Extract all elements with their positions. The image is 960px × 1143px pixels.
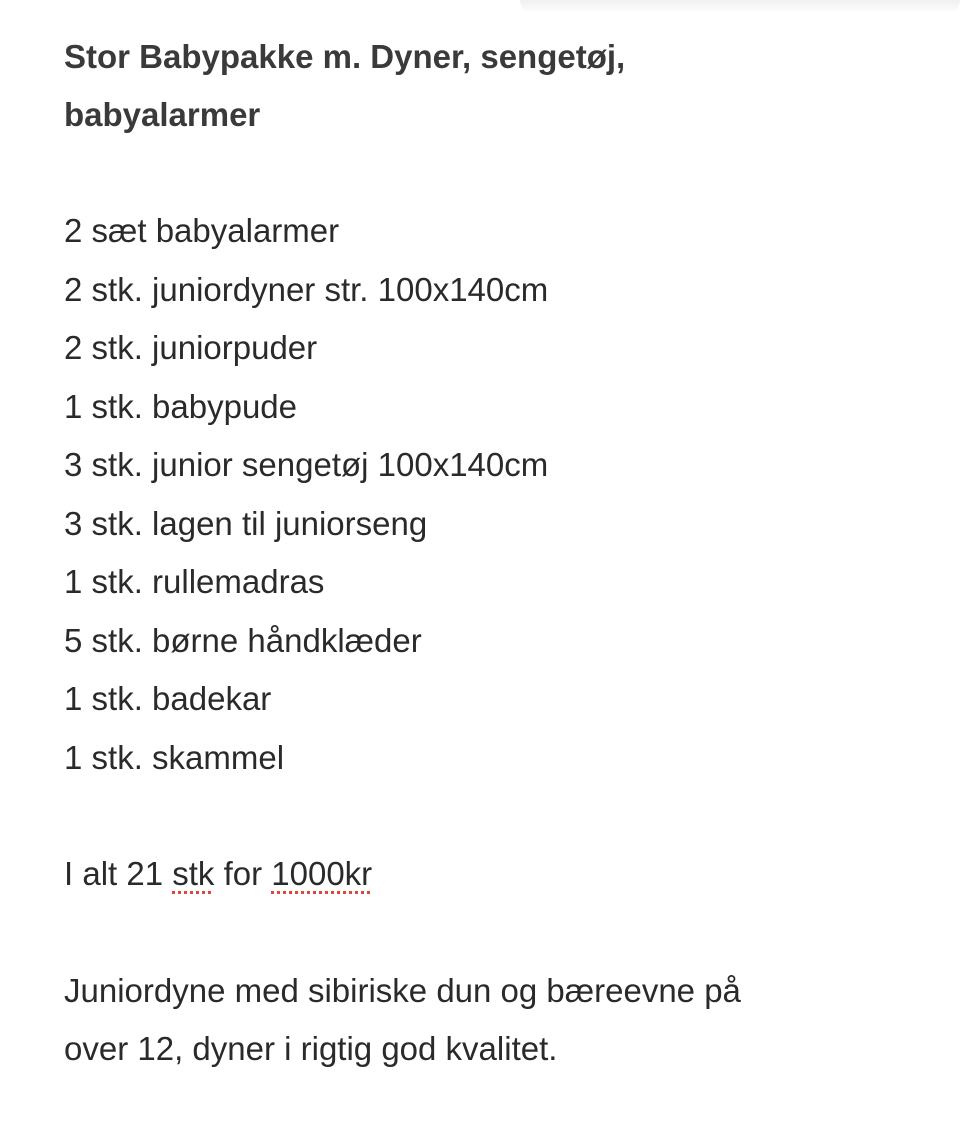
total-line xyxy=(64,845,924,904)
misspelled-word-price[interactable]: 1000kr xyxy=(271,855,373,892)
blank-line xyxy=(64,144,924,202)
note-title-line-2: babyalarmer xyxy=(64,96,261,133)
misspelled-word-stk[interactable]: stk xyxy=(172,855,215,892)
list-item: 1 stk. babypude xyxy=(64,387,297,425)
item-list xyxy=(64,202,924,787)
list-item: 2 sæt babyalarmer xyxy=(64,212,340,249)
note-title-line-1: Stor Babypakke m. Dyner, sengetøj, xyxy=(64,38,626,75)
list-item: 1 stk. rullemadras xyxy=(64,563,325,600)
list-item: 1 stk. badekar xyxy=(64,680,272,717)
blank-line xyxy=(64,787,924,845)
total-prefix: I alt 21 xyxy=(64,855,173,892)
top-edge-shadow xyxy=(520,0,960,14)
note-text-editor[interactable] xyxy=(64,28,924,1079)
blank-line xyxy=(64,904,924,962)
list-item: 5 stk. børne håndklæder xyxy=(64,621,422,659)
description-line-2: over 12, dyner i rigtig god kvalitet. xyxy=(64,1030,558,1067)
list-item: 3 stk. lagen til juniorseng xyxy=(64,504,428,542)
total-middle: for xyxy=(214,855,272,892)
list-item: 2 stk. juniorpuder xyxy=(64,329,318,366)
list-item: 3 stk. junior sengetøj 100x140cm xyxy=(64,446,549,483)
list-item: 1 stk. skammel xyxy=(64,738,285,776)
description-line-1: Juniordyne med sibiriske dun og bæreevne på xyxy=(64,971,741,1009)
list-item: 2 stk. juniordyner str. 100x140cm xyxy=(64,270,549,308)
